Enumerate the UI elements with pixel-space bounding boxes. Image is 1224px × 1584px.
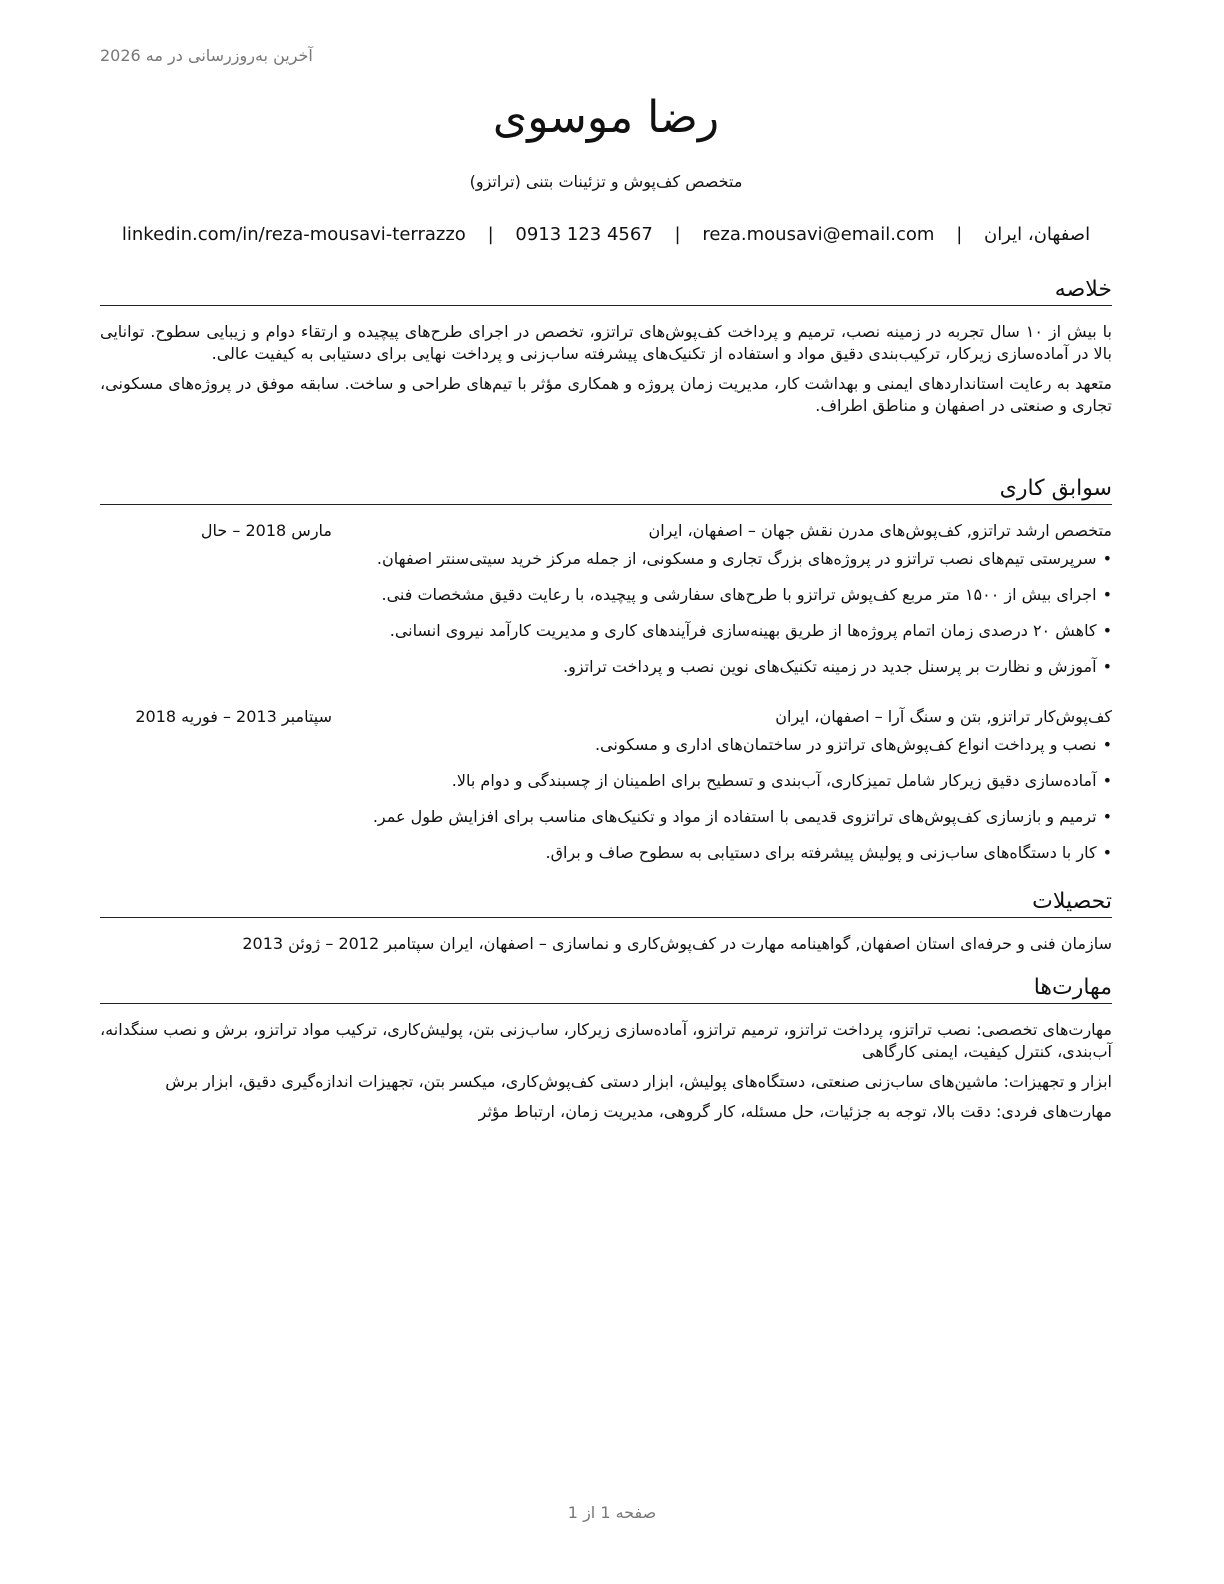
contact-email[interactable]: reza.mousavi@email.com (702, 224, 935, 245)
job-header (100, 518, 1112, 544)
contact-linkedin[interactable]: linkedin.com/in/reza-mousavi-terrazzo (121, 224, 466, 245)
job-bullet: • سرپرستی تیم‌های نصب تراتزو در پروژه‌های بزرگ تجاری و مسکونی، از جمله مرکز خرید سیتی‌سنتر اصفهان. (100, 548, 1112, 584)
contact-location: اصفهان، ایران (984, 224, 1091, 245)
skills-item: مهارت‌های تخصصی: نصب تراتزو، پرداخت تراتزو، ترمیم تراتزو، آماده‌سازی زیرکار، ساب‌زنی بتن، پولیش‌کاری، ترکیب مواد تراتزو، برش و نصب سنگدانه، آب‌بندی، کنترل کیفیت، ایمنی کارگاهی (100, 1020, 1112, 1061)
job-bullet: • اجرای بیش از ۱۵۰۰ متر مربع کف‌پوش تراتزو با طرح‌های سفارشی و پیچیده، با رعایت دقیق مشخصات فنی. (100, 584, 1112, 620)
contact-separator: | (674, 224, 681, 245)
job-entry (100, 518, 1112, 692)
education-title: تحصیلات (100, 888, 1112, 918)
page-number: صفحه 1 از 1 (567, 1503, 657, 1522)
job-bullet: • نصب و پرداخت انواع کف‌پوش‌های تراتزو در ساختمان‌های اداری و مسکونی. (100, 734, 1112, 770)
summary-paragraph: متعهد به رعایت استانداردهای ایمنی و بهداشت کار، مدیریت زمان پروژه و همکاری مؤثر با تیم‌های طراحی و ساخت. سابقه موفق در پروژه‌های مسکونی، تجاری و صنعتی در اصفهان و مناطق اطراف. (100, 374, 1112, 415)
education-entry: سازمان فنی و حرفه‌ای استان اصفهان, گواهینامه مهارت در کف‌پوش‌کاری و نماسازی – اصفهان، ایران سپتامبر 2012 – ژوئن 2013 (242, 934, 1112, 953)
skills-item: مهارت‌های فردی: دقت بالا، توجه به جزئیات، حل مسئله، کار گروهی، مدیریت زمان، ارتباط مؤثر (478, 1102, 1112, 1121)
summary-paragraph: با بیش از ۱۰ سال تجربه در زمینه نصب، ترمیم و پرداخت کف‌پوش‌های تراتزو، تخصص در اجرای طرح‌های پیچیده و ارتقاء دوام و زیبایی سطوح. توانایی بالا در آماده‌سازی زیرکار، ترکیب‌بندی دقیق مواد و استفاده از تکنیک‌های پیشرفته ساب‌زنی و پرداخت نهایی برای دستیابی به کیفیت عالی. (100, 322, 1113, 363)
contact-line (100, 224, 1112, 245)
job-entry (100, 704, 1112, 878)
resume-page (100, 0, 1112, 1584)
job-title: متخصص ارشد تراتزو, کف‌پوش‌های مدرن نقش جهان – اصفهان، ایران (648, 521, 1112, 540)
candidate-subtitle: متخصص کف‌پوش و تزئینات بتنی (تراتزو) (469, 172, 743, 191)
job-header (100, 704, 1112, 730)
skills-title: مهارت‌ها (100, 974, 1112, 1004)
job-bullets (100, 734, 1112, 878)
job-bullet: • کاهش ۲۰ درصدی زمان اتمام پروژه‌ها از طریق بهینه‌سازی فرآیندهای کاری و مدیریت کارآمد نیروی انسانی. (100, 620, 1112, 656)
job-bullet: • کار با دستگاه‌های ساب‌زنی و پولیش پیشرفته برای دستیابی به سطوح صاف و براق. (100, 842, 1112, 878)
contact-phone[interactable]: 0913 123 4567 (515, 224, 653, 245)
job-dates: سپتامبر 2013 – فوریه 2018 (135, 707, 332, 726)
last-updated: آخرین به‌روزرسانی در مه 2026 (100, 46, 313, 65)
job-bullet: • آموزش و نظارت بر پرسنل جدید در زمینه تکنیک‌های نوین نصب و پرداخت تراتزو. (100, 656, 1112, 692)
skills-section (100, 974, 1112, 1123)
job-bullets (100, 548, 1112, 692)
job-dates: مارس 2018 – حال (200, 521, 332, 540)
education-section (100, 888, 1112, 956)
job-title: کف‌پوش‌کار تراتزو, بتن و سنگ آرا – اصفهان، ایران (775, 707, 1112, 726)
experience-title: سوابق کاری (100, 475, 1112, 505)
candidate-name: رضا موسوی (492, 92, 720, 143)
job-bullet: • ترمیم و بازسازی کف‌پوش‌های تراتزوی قدیمی با استفاده از مواد و تکنیک‌های مناسب برای افزایش طول عمر. (100, 806, 1112, 842)
experience-section (100, 475, 1112, 878)
job-bullet: • آماده‌سازی دقیق زیرکار شامل تمیزکاری، آب‌بندی و تسطیح برای اطمینان از چسبندگی و دوام بالا. (100, 770, 1112, 806)
contact-separator: | (956, 224, 963, 245)
skills-item: ابزار و تجهیزات: ماشین‌های ساب‌زنی صنعتی، دستگاه‌های پولیش، ابزار دستی کف‌پوش‌کاری، میکسر بتن، تجهیزات اندازه‌گیری دقیق، ابزار برش (165, 1072, 1112, 1091)
summary-title: خلاصه (100, 276, 1112, 306)
summary-section (100, 276, 1112, 417)
contact-separator: | (487, 224, 494, 245)
